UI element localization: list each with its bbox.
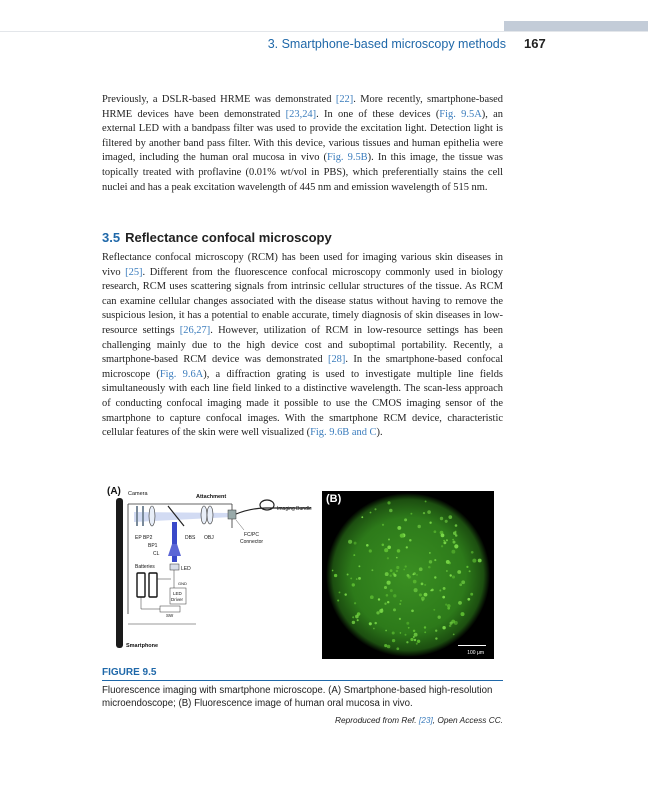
cell-nucleus <box>445 604 447 606</box>
reference-link[interactable]: [25] <box>125 266 143 278</box>
cell-nucleus <box>428 566 431 569</box>
cell-nucleus <box>424 593 428 597</box>
cell-nucleus <box>370 595 374 599</box>
cell-nucleus <box>448 515 452 519</box>
cell-nucleus <box>416 574 418 576</box>
cell-nucleus <box>452 539 454 541</box>
cell-nucleus <box>355 615 359 619</box>
credit-reference-link[interactable]: [23] <box>418 715 433 725</box>
reference-link[interactable]: Fig. 9.6A <box>159 368 204 380</box>
cell-nucleus <box>382 544 385 547</box>
cell-nucleus <box>416 643 418 645</box>
paragraph-text: ). <box>376 427 383 439</box>
paragraph-text: . In the smartphone-based confocal microscope ( <box>102 354 503 380</box>
cell-nucleus <box>339 591 341 593</box>
header-accent-bar <box>504 21 648 31</box>
cell-nucleus <box>413 630 415 632</box>
cell-nucleus <box>400 600 402 602</box>
cell-nucleus <box>424 626 426 628</box>
cell-nucleus <box>358 565 360 567</box>
cell-nucleus <box>352 621 355 624</box>
cell-nucleus <box>410 638 413 641</box>
cell-nucleus <box>376 611 379 614</box>
battery-2 <box>149 573 157 597</box>
figure-credit <box>102 715 503 725</box>
cell-nucleus <box>435 637 437 639</box>
reference-link[interactable]: [26,27] <box>179 324 211 336</box>
cell-nucleus <box>429 560 432 563</box>
cell-nucleus <box>369 549 372 552</box>
reference-link[interactable]: Fig. 9.6B and C <box>310 427 377 439</box>
figure-panel-a-schematic <box>106 484 320 660</box>
panel-b-label: (B) <box>326 493 342 505</box>
cell-nucleus <box>370 512 372 514</box>
led <box>170 564 179 570</box>
cell-nucleus <box>374 508 376 510</box>
cell-nucleus <box>389 509 393 513</box>
reference-link[interactable]: Fig. 9.5B <box>327 152 368 164</box>
sw-label: SW <box>166 613 174 618</box>
bandpass-filter-2 <box>142 506 144 526</box>
cell-nucleus <box>450 622 453 625</box>
cell-nucleus <box>387 645 391 649</box>
dbs-label: DBS <box>185 535 196 541</box>
camera-label: Camera <box>128 491 148 497</box>
cell-nucleus <box>421 597 425 601</box>
cell-nucleus <box>449 574 451 576</box>
cell-nucleus <box>414 633 418 637</box>
cell-nucleus <box>413 580 417 584</box>
cell-nucleus <box>334 574 337 577</box>
cell-nucleus <box>413 572 416 575</box>
cell-nucleus <box>459 583 462 586</box>
cell-nucleus <box>396 647 399 650</box>
cell-nucleus <box>478 559 482 563</box>
cell-nucleus <box>405 565 407 567</box>
switch <box>160 606 180 612</box>
cell-nucleus <box>347 574 349 576</box>
cell-nucleus <box>439 590 441 592</box>
reference-link[interactable]: [22] <box>335 94 354 105</box>
cell-nucleus <box>357 619 359 621</box>
cell-nucleus <box>353 554 355 556</box>
cell-nucleus <box>390 569 393 572</box>
cell-nucleus <box>417 640 420 643</box>
cell-nucleus <box>470 593 473 596</box>
cell-nucleus <box>424 584 426 586</box>
cell-nucleus <box>354 602 356 604</box>
fcpc-connector <box>228 510 236 519</box>
cell-nucleus <box>354 542 357 545</box>
cell-nucleus <box>430 590 432 592</box>
optical-beam <box>134 512 232 522</box>
cell-nucleus <box>373 628 375 630</box>
cell-nucleus <box>435 630 437 632</box>
cell-nucleus <box>384 586 387 589</box>
cell-nucleus <box>443 587 446 590</box>
paragraph-hrme <box>102 93 503 195</box>
cell-nucleus <box>440 517 443 520</box>
cell-nucleus <box>443 540 445 542</box>
cell-nucleus <box>445 520 448 523</box>
cell-nucleus <box>446 570 448 572</box>
cell-nucleus <box>423 512 425 514</box>
cell-nucleus <box>429 522 431 524</box>
batteries-label: Batteries <box>135 564 155 570</box>
cell-nucleus <box>387 581 391 585</box>
cell-nucleus <box>414 588 418 592</box>
cell-nucleus <box>400 534 404 538</box>
battery-1 <box>137 573 145 597</box>
cl-label: CL <box>153 551 160 557</box>
led-driver-label-2: Driver <box>171 597 183 602</box>
cell-nucleus <box>449 624 452 627</box>
running-head: 3. Smartphone-based microscopy methods <box>267 37 506 51</box>
cell-nucleus <box>407 574 410 577</box>
cell-nucleus <box>419 567 423 571</box>
cell-nucleus <box>387 557 389 559</box>
cell-nucleus <box>455 524 458 527</box>
cell-nucleus <box>348 540 352 544</box>
cell-nucleus <box>356 578 358 580</box>
credit-prefix: Reproduced from Ref. <box>334 715 419 725</box>
section-title: Reflectance confocal microscopy <box>125 230 332 245</box>
cell-nucleus <box>466 566 468 568</box>
paragraph-text: ). In this image, the tissue was topically treated with proflavine (0.01% wt/vol in PBS), which preferentially stains the cell nuclei and has a peak excitation wavelength of 445 nm and emission wavelength of 515 nm. <box>102 152 503 193</box>
fcpc-label-2: Connector <box>240 539 264 545</box>
smartphone-label: Smartphone <box>126 643 159 649</box>
eyepiece-lens <box>149 506 155 526</box>
figure-panel-b-fluorescence-image <box>322 491 494 659</box>
cell-nucleus <box>387 501 390 504</box>
excitation-cone <box>168 544 181 556</box>
cell-nucleus <box>405 634 407 636</box>
imaging-bundle-label: Imaging Bundle <box>277 506 312 512</box>
cell-nucleus <box>452 575 455 578</box>
cell-nucleus <box>386 594 389 597</box>
cell-nucleus <box>352 616 354 618</box>
cell-nucleus <box>400 632 402 634</box>
cell-nucleus <box>387 601 389 603</box>
panel-a-label: (A) <box>107 486 121 497</box>
cell-nucleus <box>358 577 361 580</box>
figure-caption: Fluorescence imaging with smartphone microscope. (A) Smartphone-based high-resolution microendoscope; (B) Fluorescence image of human oral mucosa in vivo. <box>102 685 493 709</box>
cell-nucleus <box>441 545 443 547</box>
cell-nucleus <box>414 639 416 641</box>
paragraph-text: . In one of these devices ( <box>316 108 440 120</box>
cell-nucleus <box>396 570 398 572</box>
cell-nucleus <box>385 572 389 576</box>
bp1-label: BP1 <box>148 543 158 549</box>
cell-nucleus <box>392 639 395 642</box>
cell-nucleus <box>406 641 408 643</box>
obj-label: OBJ <box>204 535 214 541</box>
cell-nucleus <box>406 546 408 548</box>
cell-nucleus <box>438 616 441 619</box>
fcpc-leader <box>236 520 244 530</box>
reference-link[interactable]: [23,24] <box>285 108 317 120</box>
emission-filter <box>136 506 138 526</box>
cell-nucleus <box>471 551 474 554</box>
cell-nucleus <box>469 570 471 572</box>
smartphone-body <box>116 498 123 648</box>
cell-nucleus <box>332 570 334 572</box>
section-heading <box>102 230 332 245</box>
cell-nucleus <box>467 598 470 601</box>
cell-nucleus <box>374 622 376 624</box>
cell-nucleus <box>434 576 436 578</box>
cell-nucleus <box>461 580 465 584</box>
cell-nucleus <box>427 510 431 514</box>
paragraph-text: ), a diffraction grating is used to investigate multiple line fields simultaneously with each line field linked to a distinctive wavelength. The scan-less approach of conducting confocal imaging made it possible to use the CMOS imaging sensor of the smartphone to capture confocal images. With the smartphone RCM device, characteristic cellular features of the skin were well visualized ( <box>102 368 503 439</box>
cell-nucleus <box>384 644 387 647</box>
cell-nucleus <box>446 539 448 541</box>
paragraph-text: ), an external LED with a bandpass filter was used to provide the excitation light. Detection light is filtered by another band pass filter. With this device, various tissues and human epithelia were imaged, including the human oral mucosa in vivo ( <box>102 108 503 164</box>
cell-nucleus <box>447 604 451 608</box>
cell-nucleus <box>397 526 401 530</box>
cell-nucleus <box>409 539 412 542</box>
cell-nucleus <box>446 560 450 564</box>
cell-nucleus <box>457 570 461 574</box>
cell-nucleus <box>366 544 369 547</box>
cell-nucleus <box>396 557 398 559</box>
cell-nucleus <box>429 552 431 554</box>
scale-bar <box>458 645 486 647</box>
cell-nucleus <box>399 603 401 605</box>
scale-bar-label: 100 μm <box>467 650 484 656</box>
cell-nucleus <box>385 630 387 632</box>
cell-nucleus <box>393 574 396 577</box>
header-rule <box>0 31 648 32</box>
cell-nucleus <box>461 612 465 616</box>
cell-nucleus <box>434 530 437 533</box>
cell-nucleus <box>393 594 396 597</box>
section-number: 3.5 <box>102 230 121 245</box>
cell-nucleus <box>344 593 346 595</box>
cell-nucleus <box>378 598 380 600</box>
credit-suffix: , Open Access CC. <box>432 715 503 725</box>
cell-nucleus <box>397 549 401 553</box>
objective-lens-2 <box>207 506 213 524</box>
paragraph-text: . However, utilization of RCM in low-resource settings has been challenging mainly due to the high device cost and suboptimal portability. Recently, a smartphone-based RCM device was demonstrated <box>102 324 503 366</box>
cell-nucleus <box>442 626 445 629</box>
cell-nucleus <box>419 593 422 596</box>
cell-nucleus <box>350 577 352 579</box>
cell-nucleus <box>352 583 355 586</box>
cell-nucleus <box>382 524 384 526</box>
cell-nucleus <box>451 550 455 554</box>
cell-nucleus <box>390 589 393 592</box>
cell-nucleus <box>454 544 458 548</box>
cell-nucleus <box>384 548 388 552</box>
cell-nucleus <box>404 518 407 521</box>
cell-nucleus <box>411 609 414 612</box>
paragraph-text: Reflectance confocal microscopy (RCM) has been used for imaging various skin diseases in vivo <box>102 252 503 278</box>
cell-nucleus <box>442 596 445 599</box>
cell-nucleus <box>410 513 412 515</box>
paragraph-text: . More recently, smartphone-based HRME devices have been demonstrated <box>102 94 503 120</box>
cell-nucleus <box>393 608 396 611</box>
reference-link[interactable]: [28] <box>327 354 346 366</box>
cell-nucleus <box>388 538 390 540</box>
cell-nucleus <box>458 601 462 605</box>
fcpc-label-1: FC/PC <box>244 532 259 538</box>
cell-nucleus <box>421 583 424 586</box>
objective-lens <box>201 506 207 524</box>
cell-nucleus <box>371 569 373 571</box>
cell-nucleus <box>387 545 391 549</box>
cell-nucleus <box>361 516 363 518</box>
cell-nucleus <box>433 609 435 611</box>
cell-nucleus <box>443 541 446 544</box>
reference-link[interactable]: Fig. 9.5A <box>439 108 482 120</box>
paragraph-text: Previously, a DSLR-based HRME was demonstrated <box>102 94 336 105</box>
cell-nucleus <box>453 541 456 544</box>
cell-nucleus <box>441 534 445 538</box>
cell-nucleus <box>396 566 399 569</box>
cell-nucleus <box>434 559 436 561</box>
cell-nucleus <box>453 633 455 635</box>
cell-nucleus <box>390 575 392 577</box>
attachment-label: Attachment <box>196 494 227 500</box>
cell-nucleus <box>453 531 456 534</box>
figure-label: FIGURE 9.5 <box>102 667 157 678</box>
cell-nucleus <box>425 500 427 502</box>
cell-nucleus <box>399 618 401 620</box>
cell-nucleus <box>379 609 383 613</box>
cell-nucleus <box>369 622 372 625</box>
cell-nucleus <box>337 599 339 601</box>
figure-caption-rule <box>102 680 503 681</box>
cell-nucleus <box>408 627 410 629</box>
cell-nucleus <box>403 569 405 571</box>
fluorescence-image <box>322 491 494 659</box>
cell-nucleus <box>392 631 395 634</box>
cell-nucleus <box>384 603 386 605</box>
page-number: 167 <box>524 36 546 51</box>
cell-nucleus <box>406 622 409 625</box>
led-driver-label-1: LED <box>173 591 182 596</box>
cell-nucleus <box>472 559 476 563</box>
paragraph-text: . Different from the fluorescence confocal microscopy commonly used in biology research, RCM uses scattering signals from intrinsic cellular structures of the tissue. As RCM can examine cellular changes associated with the disease status without having to remove the suspicious lesion, it has a potential to enable accurate, timely diagnosis of skin diseases in low-resource settings <box>102 266 503 336</box>
paragraph-rcm <box>102 251 503 441</box>
cell-nucleus <box>424 631 426 633</box>
ep-bp2-label: EP BP2 <box>135 535 153 541</box>
led-label: LED <box>181 566 191 572</box>
gnd-label: GND <box>178 581 187 586</box>
cell-nucleus <box>417 525 420 528</box>
